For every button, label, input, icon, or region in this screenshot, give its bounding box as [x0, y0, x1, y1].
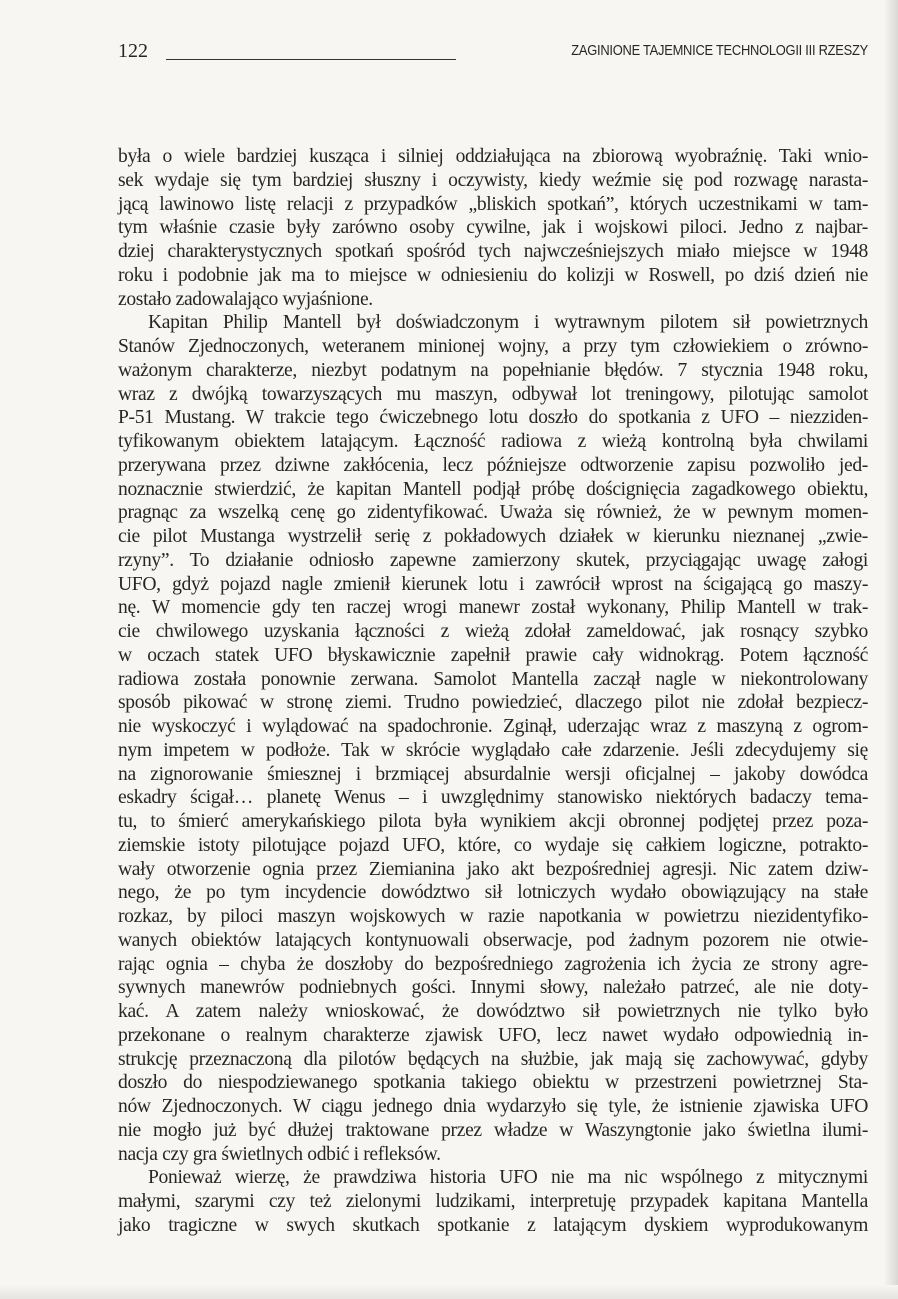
text-line: tyfikowanym obiektem latającym. Łączność radiowa z wieżą kontrolną była chwilami [118, 431, 868, 452]
text-line: rzyny”. To działanie odniosło zapewne zamierzony skutek, przyciągając uwagę załogi [118, 549, 868, 571]
header-rule [166, 59, 456, 60]
text-line: strukcję przeznaczoną dla pilotów będących na służbie, jak mają się zachowywać, gdyby [118, 1048, 868, 1070]
text-line: jącą lawinowo listę relacji z przypadków „bliskich spotkań”, których uczestnikami w tam- [118, 193, 868, 215]
text-line: rozkaz, by piloci maszyn wojskowych w razie napotkania w powietrzu niezidentyfiko- [118, 906, 868, 927]
running-title: ZAGINIONE TAJEMNICE TECHNOLOGII III RZESZY [571, 42, 868, 59]
text-line: nę. W momencie gdy ten raczej wrogi manewr został wykonany, Philip Mantell w trak- [118, 597, 868, 619]
text-line: pragnąc za wszelką cenę go zidentyfikować. Uważa się również, że w pewnym momen- [118, 502, 868, 524]
text-line: przekonane o realnym charakterze zjawisk UFO, lecz nawet wydało odpowiednią in- [118, 1024, 868, 1046]
paragraph [118, 1166, 868, 1237]
text-line: sywnych manewrów podniebnych gości. Innymi słowy, należało patrzeć, ale nie doty- [118, 977, 868, 999]
paragraph [118, 145, 868, 311]
text-line: nym impetem w podłoże. Tak w skrócie wyglądało całe zdarzenie. Jeśli zdecydujemy się [118, 739, 868, 761]
text-line: tym właśnie czasie były zarówno osoby cywilne, jak i wojskowi piloci. Jedno z najbar- [118, 217, 868, 239]
text-line: ważonym charakterze, niezbyt podatnym na popełnianie błędów. 7 stycznia 1948 roku, [118, 359, 868, 381]
text-line: UFO, gdyż pojazd nagle zmienił kierunek lotu i zawrócił wprost na ścigającą go maszy- [118, 573, 868, 595]
text-line: tu, to śmierć amerykańskiego pilota była wynikiem akcji obronnej podjętej przez poza- [118, 811, 868, 832]
text-line: wanych obiektów latających kontynuowali obserwacje, pod żadnym pozorem nie otwie- [118, 929, 868, 951]
text-line: nacja czy gra świetlnych odbić i refleksów. [118, 1143, 441, 1165]
text-line: dziej charakterystycznych spotkań spośród tych najwcześniejszych miało miejsce w 1948 [118, 241, 868, 262]
text-line: Stanów Zjednoczonych, weteranem minionej wojny, a przy tym człowiekiem o zrówno- [118, 336, 868, 357]
text-line: roku i podobnie jak ma to miejsce w odniesieniu do kolizji w Roswell, po dziś dzień nie [118, 264, 868, 286]
text-line: nów Zjednoczonych. W ciągu jednego dnia wydarzyło się tyle, że istnienie zjawiska UFO [118, 1096, 868, 1117]
text-line: eskadry ścigał… planetę Wenus – i uwzględnimy stanowisko niektórych badaczy tema- [118, 787, 868, 809]
text-line: radiowa została ponownie zerwana. Samolot Mantella zaczął nagle w niekontrolowany [118, 668, 868, 690]
text-line: przerywana przez dziwne zakłócenia, lecz późniejsze odtworzenie zapisu pozwoliło jed- [118, 454, 868, 476]
text-line: wraz z dwójką towarzyszących mu maszyn, odbywał lot treningowy, pilotując samolot [118, 383, 868, 405]
page-bottom-shadow [0, 1285, 898, 1299]
text-line: Kapitan Philip Mantell był doświadczonym i wytrawnym pilotem sił powietrznych [148, 312, 868, 334]
text-line: na zignorowanie śmiesznej i brzmiącej absurdalnie wersji oficjalnej – jakoby dowódca [118, 763, 868, 785]
text-line: kać. A zatem należy wnioskować, że dowództwo sił powietrznych nie tylko było [118, 1001, 868, 1022]
page-number: 122 [118, 40, 148, 62]
text-line: w oczach statek UFO błyskawicznie zapełnił prawie cały widnokrąg. Potem łączność [118, 644, 868, 666]
text-line: jako tragiczne w swych skutkach spotkanie z latającym dyskiem wyprodukowanym [118, 1214, 868, 1236]
text-line: nie mogło już być dłużej traktowane przez władze w Waszyngtonie jako świetlna ilumi- [118, 1119, 868, 1141]
text-line: zostało zadowalająco wyjaśnione. [118, 288, 373, 310]
text-line: noznacznie stwierdzić, że kapitan Mantell podjął próbę doścignięcia zagadkowego obiektu, [118, 478, 868, 500]
text-line: rając ognia – chyba że doszłoby do bezpośredniego zagrożenia ich życia ze strony agre- [118, 953, 868, 975]
text-line: nego, że po tym incydencie dowództwo sił lotniczych wydało obowiązujący na stałe [118, 882, 868, 904]
page-edge-shadow [884, 0, 898, 1299]
text-line: cie chwilowego uzyskania łączności z wieżą zdołał zameldować, jak rosnący szybko [118, 621, 868, 642]
text-line: ziemskie istoty pilotujące pojazd UFO, które, co wydaje się całkiem logiczne, potrakto- [118, 834, 868, 856]
page-header [118, 40, 868, 68]
body-text [118, 145, 868, 1238]
text-line: sposób pikować w stronę ziemi. Trudno powiedzieć, dlaczego pilot nie zdołał bezpiecz- [118, 692, 868, 714]
text-line: doszło do niespodziewanego spotkania takiego obiektu w przestrzeni powietrznej Sta- [118, 1072, 868, 1094]
paragraph [118, 311, 868, 1166]
text-line: wały otworzenie ognia przez Ziemianina jako akt bezpośredniej agresji. Nic zatem dziw- [118, 858, 868, 880]
text-line: nie wyskoczyć i wylądować na spadochronie. Zginął, uderzając wraz z maszyną z ogrom- [118, 716, 868, 737]
text-line: P-51 Mustang. W trakcie tego ćwiczebnego lotu doszło do spotkania z UFO – niezziden- [118, 407, 868, 429]
text-line: małymi, szarymi czy też zielonymi ludzikami, interpretuję przypadek kapitana Mantella [118, 1191, 868, 1212]
text-line: sek wydaje się tym bardziej słuszny i oczywisty, kiedy weźmie się pod rozwagę narasta- [118, 169, 868, 191]
text-line: cie pilot Mustanga wystrzelił serię z pokładowych działek w kierunku nieznanej „zwie- [118, 526, 868, 547]
text-line: Ponieważ wierzę, że prawdziwa historia UFO nie ma nic wspólnego z mitycznymi [148, 1167, 868, 1189]
text-line: była o wiele bardziej kusząca i silniej oddziałująca na zbiorową wyobraźnię. Taki wnio- [118, 146, 868, 167]
